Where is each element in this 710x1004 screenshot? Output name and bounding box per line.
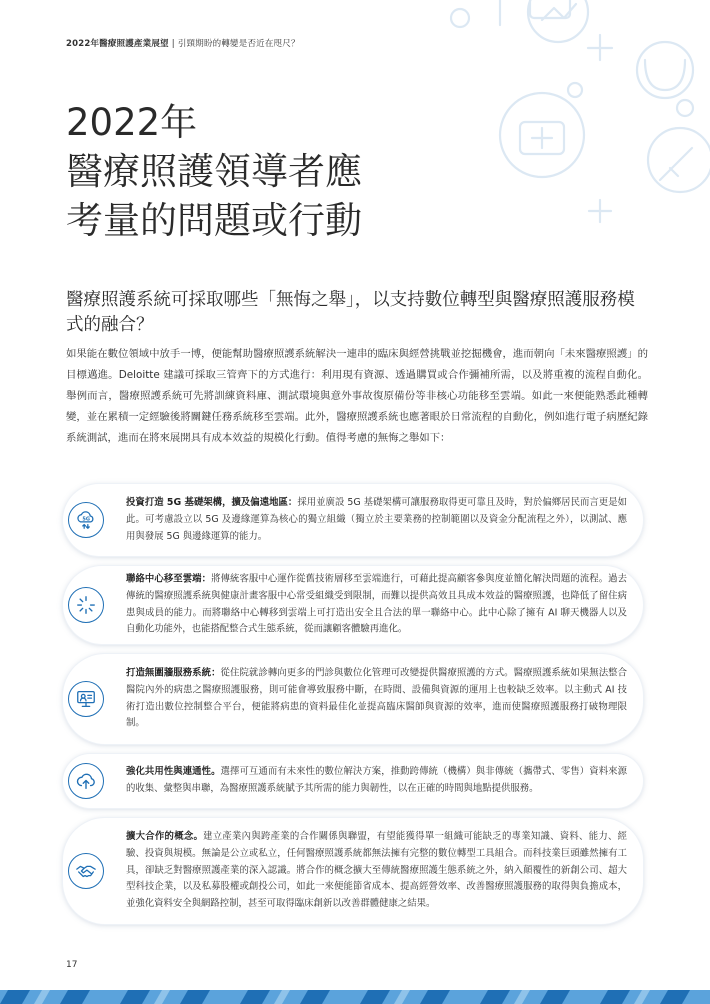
card-interoperability (63, 754, 643, 808)
title-line: 考量的問題或行動 (66, 199, 362, 242)
title-line: 醫療照護領導者應 (66, 150, 362, 193)
card-contact-center-cloud (63, 566, 643, 644)
header-separator: | (171, 39, 175, 49)
card-title: 投資打造 5G 基礎架構，擴及偏遠地區： (126, 496, 298, 508)
card-body: 將傳統客服中心運作從舊技術層移至雲端進行，可藉此提高顧客參與度並簡化解決問題的流程。過去傳統的醫療照護系統與健康計畫客服中心常受組織受到限制，而難以提供高效且具成本效益的醫療照護，也降低了留住病患與成員的能力。而將聯絡中心轉移到雲端上可打造出安全且合法的單一聯絡中心。此中心除了擁有 AI 聊天機器人以及自動化功能外，也能搭配整合式生態系統，從而讓顧客體驗再進化。 (126, 573, 627, 635)
medical-decoration-icon (430, 0, 710, 260)
card-partnerships (63, 818, 643, 924)
footer-stripe (0, 990, 710, 1004)
card-text (126, 764, 627, 798)
handshake-icon (68, 853, 104, 889)
card-borderless-services (63, 654, 643, 744)
cloud-upload-icon (68, 763, 104, 799)
header-subtitle: 引頸期盼的轉變是否近在咫尺？ (177, 39, 300, 49)
card-text (126, 495, 627, 545)
page-number: 17 (66, 960, 78, 970)
virtual-care-icon (68, 681, 104, 717)
card-body: 採用並廣設 5G 基礎架構可讓服務取得更可靠且及時，對於偏鄉居民而言更是如此。可考慮設立以 5G 及邊緣運算為核心的獨立組織（獨立於主要業務的控制範圍以及資金分配流程之外），以測試、應用與發展 5G 與邊緣運算的能力。 (126, 496, 627, 542)
card-5g-infrastructure (63, 484, 643, 556)
card-body: 從住院就診轉向更多的門診與數位化管理可改變提供醫療照護的方式。醫療照護系統如果無法整合醫院內外的病患之醫療照護服務，則可能會導致服務中斷，在時間、設備與資源的運用上也較缺乏效率。以主動式 AI 技術打造出數位控制整合平台，便能將病患的資料最佳化並提高臨床醫師與資源的效率，進而使醫療照護服務打破物理限制。 (126, 667, 627, 729)
card-body: 建立產業內與跨產業的合作關係與聯盟，有望能獲得單一組織可能缺乏的專業知識、資料、能力、經驗、投資與規模。無論是公立或私立，任何醫療照護系統都無法擁有完整的數位轉型工具組合。而科技業巨頭雖然擁有工具，卻缺乏對醫療照護產業的深入認識。將合作的概念擴大至傳統醫療照護生態系統之外，納入顛覆性的新創公司、超大型科技企業，以及私募股權或創投公司，如此一來便能節省成本、提高經營效率、改善醫療照護服務的取得與負擔成本，並強化資料安全與網路控制，甚至可取得臨床創新以改善群體健康之結果。 (126, 831, 627, 910)
intro-paragraph: 如果能在數位領域中放手一博，便能幫助醫療照護系統解決一連串的臨床與經營挑戰並挖掘機會，進而朝向「未來醫療照護」的目標邁進。Deloitte 建議可採取三管齊下的方式進行：利用現有資源、透過購買或合作彌補所需，以及將重複的流程自動化。舉例而言，醫療照護系統可先將訓練資料庫、測試環境與意外事故復原備份等非核心功能移至雲端。如此一來便能熟悉此種轉變，並在累積一定經驗後將關鍵任務系統移至雲端。此外，醫療照護系統也應著眼於日常流程的自動化，例如進行電子病歷紀錄系統測試，進而在將來展開具有成本效益的規模化行動。值得考慮的無悔之舉如下： (66, 348, 648, 444)
card-text (126, 665, 627, 732)
running-header (66, 37, 300, 49)
header-report-title: 2022年醫療照護產業展望 (66, 39, 169, 49)
title-line: 2022年 (66, 101, 198, 144)
contact-center-icon (68, 587, 104, 623)
card-title: 擴大合作的概念。 (126, 831, 204, 843)
card-body: 選擇可互通而有未來性的數位解決方案，推動跨傳統（機構）與非傳統（攜帶式、零售）資料來源的收集、彙整與串聯，為醫療照護系統賦予其所需的能力與韌性，以在正確的時間與地點提供服務。 (126, 766, 627, 794)
card-text (126, 829, 627, 913)
card-text (126, 571, 627, 638)
page-title (66, 98, 362, 245)
card-title: 打造無圍牆服務系統： (126, 667, 221, 679)
5g-cloud-icon (68, 502, 104, 538)
card-title: 強化共用性與連通性。 (126, 766, 221, 778)
section-subtitle: 醫療照護系統可採取哪些「無悔之舉」，以支持數位轉型與醫療照護服務模式的融合？ (66, 290, 635, 335)
5g-icon-label: 5G (82, 516, 90, 523)
card-title: 聯絡中心移至雲端： (126, 573, 212, 585)
